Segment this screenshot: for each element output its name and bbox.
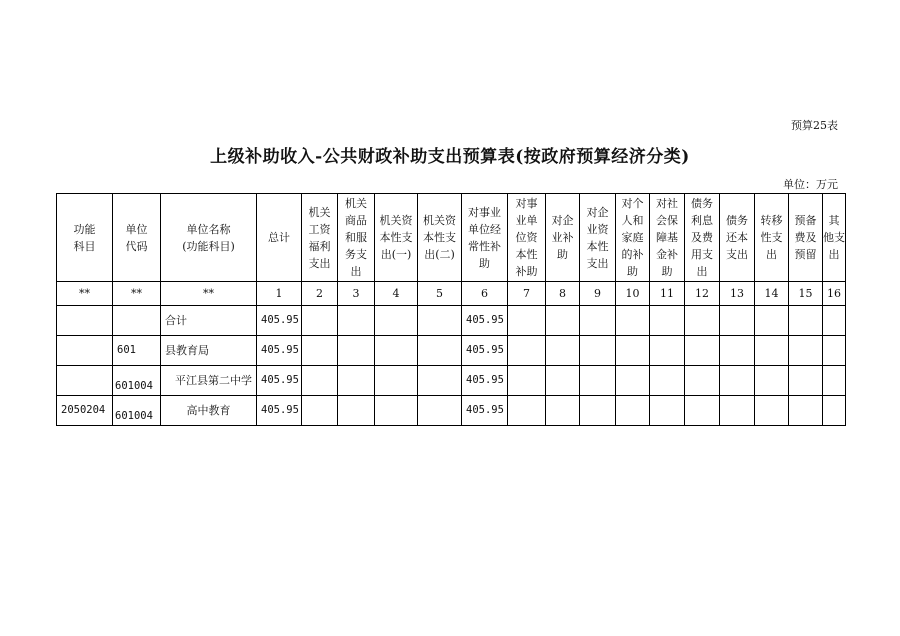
empty-cell xyxy=(418,366,462,396)
index-cell: 2 xyxy=(302,282,338,306)
total-cell: 405.95 xyxy=(257,366,302,396)
index-cell: 10 xyxy=(616,282,650,306)
unit-code-cell xyxy=(113,306,161,336)
empty-cell xyxy=(580,366,616,396)
empty-cell xyxy=(546,366,580,396)
unit-name-cell: 平江县第二中学 xyxy=(161,366,257,396)
unit-code-cell: 601004 xyxy=(113,396,161,426)
empty-cell xyxy=(508,396,546,426)
empty-cell xyxy=(720,306,755,336)
func-code-cell xyxy=(57,366,113,396)
header-unit-code: 单位 代码 xyxy=(113,194,161,282)
empty-cell xyxy=(685,336,720,366)
empty-cell xyxy=(338,336,375,366)
empty-cell xyxy=(302,336,338,366)
empty-cell xyxy=(650,336,685,366)
empty-cell xyxy=(823,306,846,336)
index-cell: 9 xyxy=(580,282,616,306)
func-code-cell: 2050204 xyxy=(57,396,113,426)
unit-name-cell: 县教育局 xyxy=(161,336,257,366)
empty-cell xyxy=(580,396,616,426)
empty-cell xyxy=(580,306,616,336)
header-col-12: 债务 利息 及费 用支 出 xyxy=(685,194,720,282)
empty-cell xyxy=(650,366,685,396)
header-col-8: 对企 业补 助 xyxy=(546,194,580,282)
header-col-10: 对个 人和 家庭 的补 助 xyxy=(616,194,650,282)
header-col-3: 机关 商品 和服 务支 出 xyxy=(338,194,375,282)
empty-cell xyxy=(302,366,338,396)
table-row xyxy=(57,306,846,336)
empty-cell xyxy=(302,306,338,336)
page-title: 上级补助收入-公共财政补助支出预算表(按政府预算经济分类) xyxy=(210,147,690,167)
index-cell: 13 xyxy=(720,282,755,306)
header-func-subject: 功能 科目 xyxy=(57,194,113,282)
index-cell: 12 xyxy=(685,282,720,306)
empty-cell xyxy=(418,306,462,336)
empty-cell xyxy=(375,396,418,426)
empty-cell xyxy=(546,336,580,366)
table-row xyxy=(57,336,846,366)
index-row xyxy=(57,282,846,306)
index-cell: ** xyxy=(113,282,161,306)
empty-cell xyxy=(338,396,375,426)
empty-cell xyxy=(755,336,789,366)
index-cell: ** xyxy=(57,282,113,306)
empty-cell xyxy=(685,306,720,336)
header-row xyxy=(57,194,846,282)
index-cell: 7 xyxy=(508,282,546,306)
table-number: 预算25表 xyxy=(791,119,838,132)
empty-cell xyxy=(685,396,720,426)
total-cell: 405.95 xyxy=(257,396,302,426)
empty-cell xyxy=(302,396,338,426)
empty-cell xyxy=(508,336,546,366)
empty-cell xyxy=(375,336,418,366)
func-code-cell xyxy=(57,336,113,366)
total-cell: 405.95 xyxy=(257,336,302,366)
index-cell: 16 xyxy=(823,282,846,306)
empty-cell xyxy=(418,396,462,426)
subsidy-cell: 405.95 xyxy=(462,366,508,396)
empty-cell xyxy=(720,396,755,426)
subsidy-cell: 405.95 xyxy=(462,396,508,426)
empty-cell xyxy=(375,366,418,396)
empty-cell xyxy=(616,306,650,336)
unit-name-cell: 合计 xyxy=(161,306,257,336)
empty-cell xyxy=(508,366,546,396)
empty-cell xyxy=(338,366,375,396)
header-col-11: 对社 会保 障基 金补 助 xyxy=(650,194,685,282)
header-col-5: 机关资 本性支 出(二) xyxy=(418,194,462,282)
empty-cell xyxy=(789,396,823,426)
empty-cell xyxy=(720,336,755,366)
header-total: 总计 xyxy=(257,194,302,282)
subsidy-cell: 405.95 xyxy=(462,306,508,336)
table-row xyxy=(57,366,846,396)
empty-cell xyxy=(546,396,580,426)
subsidy-cell: 405.95 xyxy=(462,336,508,366)
header-col-6: 对事业 单位经 常性补 助 xyxy=(462,194,508,282)
index-cell: 8 xyxy=(546,282,580,306)
unit-code-cell: 601 xyxy=(113,336,161,366)
header-unit-name: 单位名称 (功能科目) xyxy=(161,194,257,282)
empty-cell xyxy=(508,306,546,336)
unit-name-cell: 高中教育 xyxy=(161,396,257,426)
empty-cell xyxy=(650,396,685,426)
empty-cell xyxy=(546,306,580,336)
index-cell: 11 xyxy=(650,282,685,306)
unit-code-cell: 601004 xyxy=(113,366,161,396)
header-col-14: 转移 性支 出 xyxy=(755,194,789,282)
empty-cell xyxy=(616,396,650,426)
budget-table xyxy=(56,193,846,426)
index-cell: 5 xyxy=(418,282,462,306)
empty-cell xyxy=(755,396,789,426)
index-cell: 4 xyxy=(375,282,418,306)
total-cell: 405.95 xyxy=(257,306,302,336)
empty-cell xyxy=(650,306,685,336)
empty-cell xyxy=(789,366,823,396)
empty-cell xyxy=(720,366,755,396)
empty-cell xyxy=(616,336,650,366)
empty-cell xyxy=(616,366,650,396)
header-col-9: 对企 业资 本性 支出 xyxy=(580,194,616,282)
empty-cell xyxy=(789,306,823,336)
empty-cell xyxy=(823,336,846,366)
index-cell: 6 xyxy=(462,282,508,306)
index-cell: 3 xyxy=(338,282,375,306)
index-cell: 14 xyxy=(755,282,789,306)
header-col-13: 债务 还本 支出 xyxy=(720,194,755,282)
header-col-4: 机关资 本性支 出(一) xyxy=(375,194,418,282)
empty-cell xyxy=(580,336,616,366)
empty-cell xyxy=(755,306,789,336)
table-row xyxy=(57,396,846,426)
header-col-16: 其 他支 出 xyxy=(823,194,846,282)
header-col-7: 对事 业单 位资 本性 补助 xyxy=(508,194,546,282)
empty-cell xyxy=(418,336,462,366)
empty-cell xyxy=(375,306,418,336)
index-cell: ** xyxy=(161,282,257,306)
empty-cell xyxy=(789,336,823,366)
header-col-2: 机关 工资 福利 支出 xyxy=(302,194,338,282)
func-code-cell xyxy=(57,306,113,336)
empty-cell xyxy=(823,366,846,396)
index-cell: 1 xyxy=(257,282,302,306)
index-cell: 15 xyxy=(789,282,823,306)
header-col-15: 预备 费及 预留 xyxy=(789,194,823,282)
unit-label: 单位：万元 xyxy=(783,178,838,191)
empty-cell xyxy=(685,366,720,396)
empty-cell xyxy=(338,306,375,336)
empty-cell xyxy=(823,396,846,426)
empty-cell xyxy=(755,366,789,396)
